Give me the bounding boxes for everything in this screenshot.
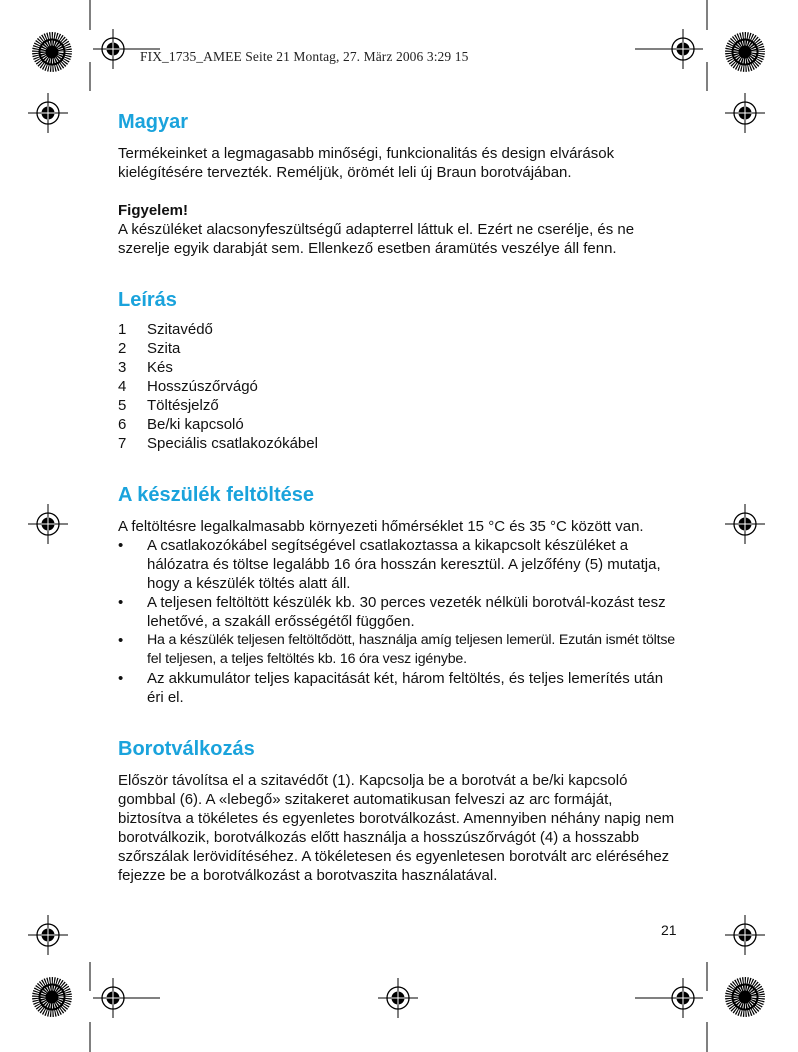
page-content (118, 110, 678, 885)
heading-leiras: Leírás (118, 289, 177, 311)
list-item: 4 Hosszúszőrvágó (118, 378, 258, 395)
bullet-item: • A teljesen feltöltött készülék kb. 30 perces vezeték nélküli borotvál-kozást tesz lehetővé, a szakáll erősségétől függően. (118, 594, 666, 630)
list-item: 7 Speciális csatlakozókábel (118, 435, 318, 452)
heading-magyar: Magyar (118, 111, 189, 133)
shaving-paragraph: Először távolítsa el a szitavédőt (1). Kapcsolja be a borotvát a be/ki kapcsoló gombbal (6). A «lebegő» szitakeret automatikusan felveszi az arc formáját, biztosítva a tökéletes és egyenletes borotválkozást. Amennyiben néhány napig nem borotválkozik, borotválkozás előtt használja a hosszúszőrvágót (4) a hosszabb szőrszálak lerövidítéséhez. A tökéletesen és egyenletesen borotvált arc eléréséhez fejezze be a borotválkozást a borotvaszita használatával. (118, 772, 675, 884)
bullet-item: • A csatlakozókábel segítségével csatlakoztassa a kikapcsolt készüléket a hálózatra és töltse legalább 16 óra hosszán keresztül. A jelzőfény (5) mutatja, hogy a készülék töltés alatt áll. (118, 537, 661, 592)
list-item: 6 Be/ki kapcsoló (118, 416, 244, 433)
list-item: 2 Szita (118, 340, 181, 357)
warning-paragraph: A készüléket alacsonyfeszültségű adapterrel láttuk el. Ezért ne cserélje, és ne szerelje egyik darabját sem. Ellenkező esetben áramütés veszélye áll fenn. (118, 221, 635, 257)
list-item: 3 Kés (118, 359, 173, 376)
print-slug: FIX_1735_AMEE Seite 21 Montag, 27. März 2006 3:29 15 (140, 49, 469, 64)
warning-title: Figyelem! (118, 202, 189, 219)
list-item: 1 Szitavédő (118, 321, 213, 338)
heading-shaving: Borotválkozás (118, 738, 255, 760)
list-item: 5 Töltésjelző (118, 397, 219, 414)
charging-paragraph: A feltöltésre legalkalmasabb környezeti hőmérséklet 15 °C és 35 °C között van. (118, 518, 644, 535)
intro-paragraph: Termékeinket a legmagasabb minőségi, funkcionalitás és design elvárások kielégítésére tervezték. Reméljük, örömét leli új Braun borotvájában. (118, 145, 615, 181)
page-number: 21 (661, 922, 677, 938)
charging-bullets (118, 536, 678, 707)
parts-list (118, 320, 678, 453)
bullet-item: • Az akkumulátor teljes kapacitását két, három feltöltés, és teljes lemerítés után éri el. (118, 670, 664, 706)
bullet-item: • Ha a készülék teljesen feltöltődött, használja amíg teljesen lemerül. Ezután ismét töltse fel teljesen, a teljes feltöltés kb. 16 óra vesz igénybe. (118, 632, 675, 667)
heading-charging: A készülék feltöltése (118, 484, 315, 506)
